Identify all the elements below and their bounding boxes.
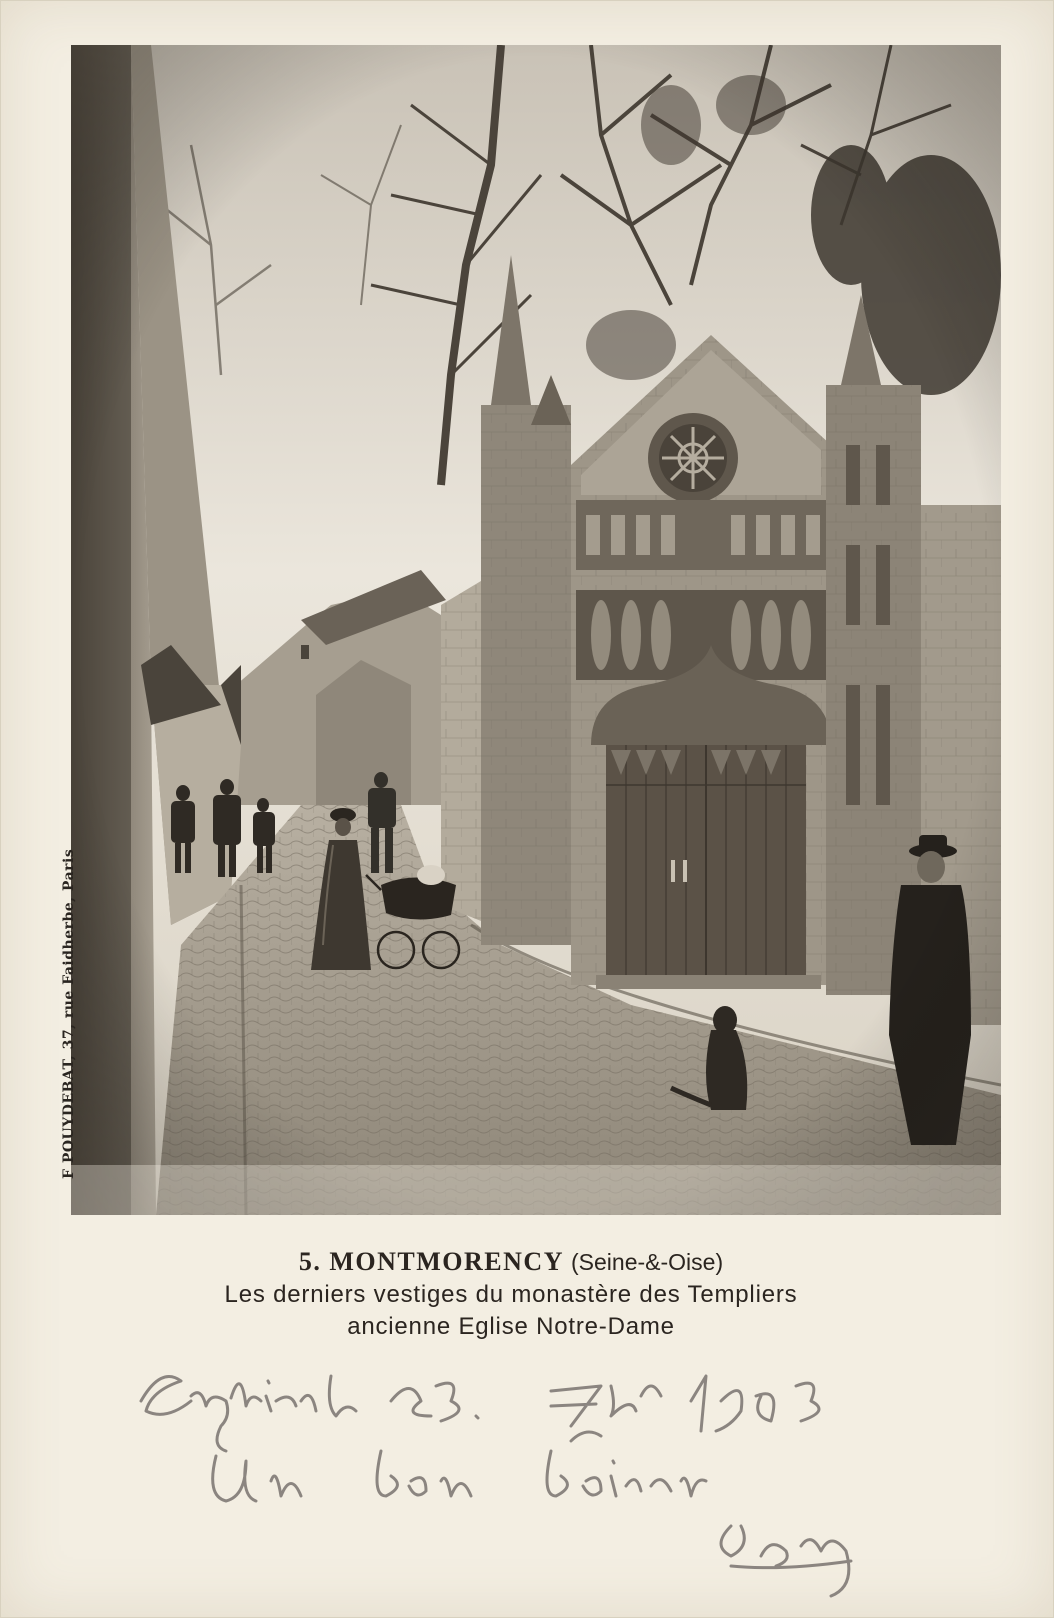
handwriting-line-1 (141, 1376, 819, 1451)
caption-title (101, 1247, 921, 1277)
signature-scribble (721, 1526, 851, 1596)
caption (101, 1247, 921, 1341)
caption-church-name: ancienne Eglise Notre-Dame (347, 1313, 675, 1340)
caption-subtitle: Les derniers vestiges du monastère des Templiers (224, 1281, 798, 1308)
photograph (71, 45, 1001, 1215)
chapel-street-scene (71, 45, 1001, 1215)
handwritten-message (131, 1356, 1031, 1606)
place-name: MONTMORENCY (329, 1247, 564, 1276)
region-name: (Seine-&-Oise) (571, 1249, 724, 1275)
handwriting-line-2 (213, 1432, 706, 1501)
publisher-imprint: F POUYDEBAT, 37, rue Faidherbe, Paris (61, 848, 77, 1179)
card-number: 5. (298, 1247, 322, 1276)
